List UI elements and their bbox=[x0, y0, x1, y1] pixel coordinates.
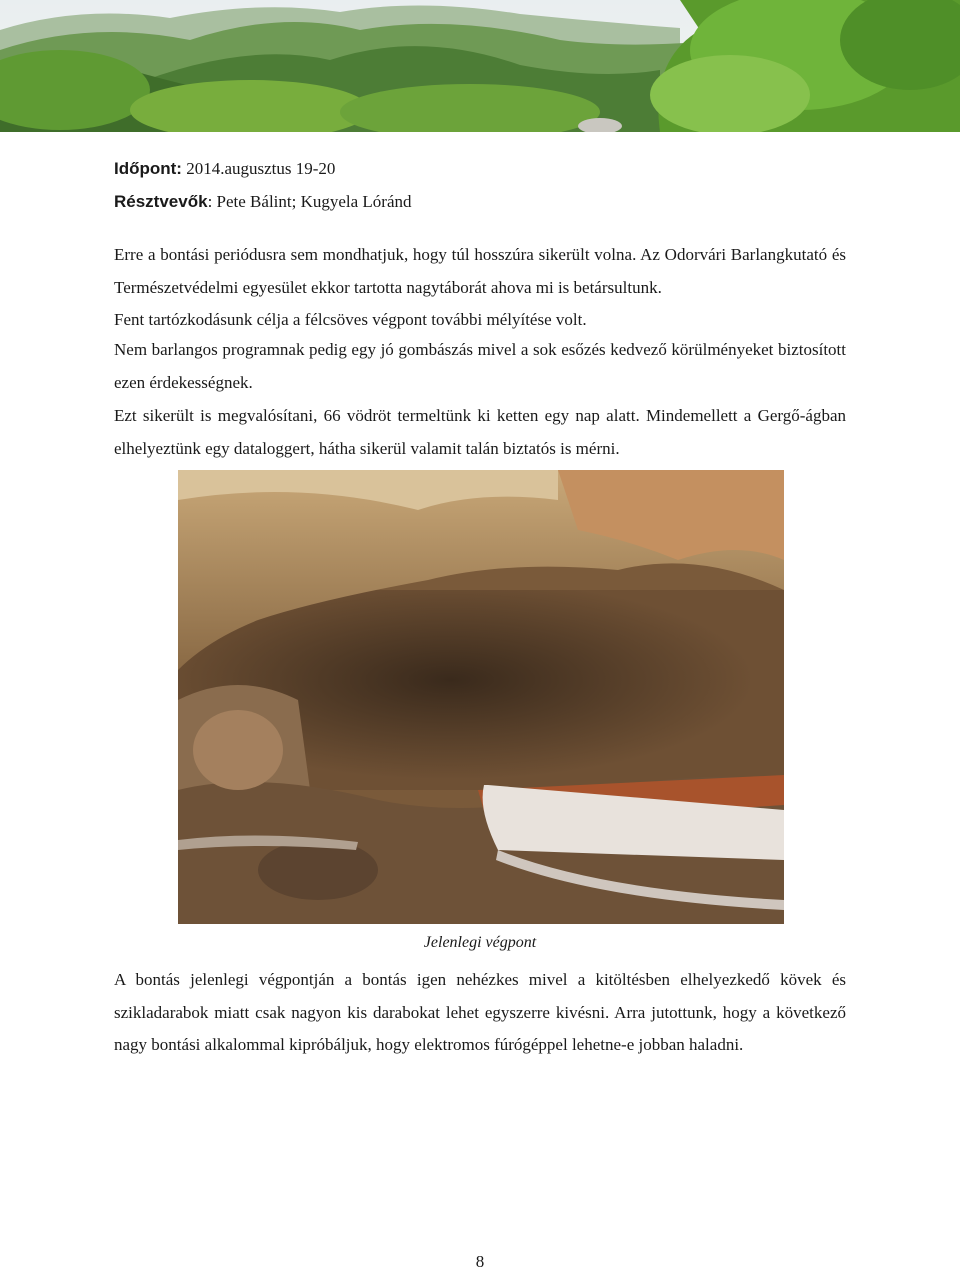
photo-caption: Jelenlegi végpont bbox=[423, 934, 537, 951]
date-line bbox=[114, 152, 412, 185]
paragraph-1: Erre a bontási periódusra sem mondhatjuk, hogy túl hosszúra sikerült volna. Az Odorvári Barlangkutató és Természetvédelmi egyesület ekkor tartotta nagytáborát ahova mi is betársultunk. bbox=[114, 245, 846, 297]
report-meta bbox=[114, 152, 412, 218]
paragraph-4: Ezt sikerült is megvalósítani, 66 vödröt termeltünk ki ketten egy nap alatt. Mindemellett a Gergő-ágban elhelyeztünk egy dataloggert, hátha sikerül valamit talán biztatós is mérni. bbox=[114, 406, 846, 458]
paragraph-2: Fent tartózkodásunk célja a félcsöves végpont további mélyítése volt. bbox=[114, 310, 587, 329]
participants-line bbox=[114, 185, 412, 218]
cave-endpoint-photo bbox=[178, 470, 784, 924]
participants-label: Résztvevők bbox=[114, 192, 208, 211]
date-label: Időpont: bbox=[114, 159, 182, 178]
participants-value: : Pete Bálint; Kugyela Lóránd bbox=[207, 192, 412, 211]
page-number: 8 bbox=[475, 1252, 485, 1271]
date-value: 2014.augusztus 19-20 bbox=[181, 159, 336, 178]
mountain-banner-image bbox=[0, 0, 960, 132]
paragraph-5: A bontás jelenlegi végpontján a bontás igen nehézkes mivel a kitöltésben elhelyezkedő kövek és szikladarabok miatt csak nagyon kis darabokat lehet egyszerre kivésni. Arra jutottunk, hogy a következő nagy bontási alkalommal kipróbáljuk, hogy elektromos fúrógéppel lehetne-e jobban haladni. bbox=[114, 970, 846, 1054]
paragraph-3: Nem barlangos programnak pedig egy jó gombászás mivel a sok esőzés kedvező körülményeket biztosított ezen érdekességnek. bbox=[114, 340, 846, 392]
paragraph-intro bbox=[114, 239, 846, 337]
